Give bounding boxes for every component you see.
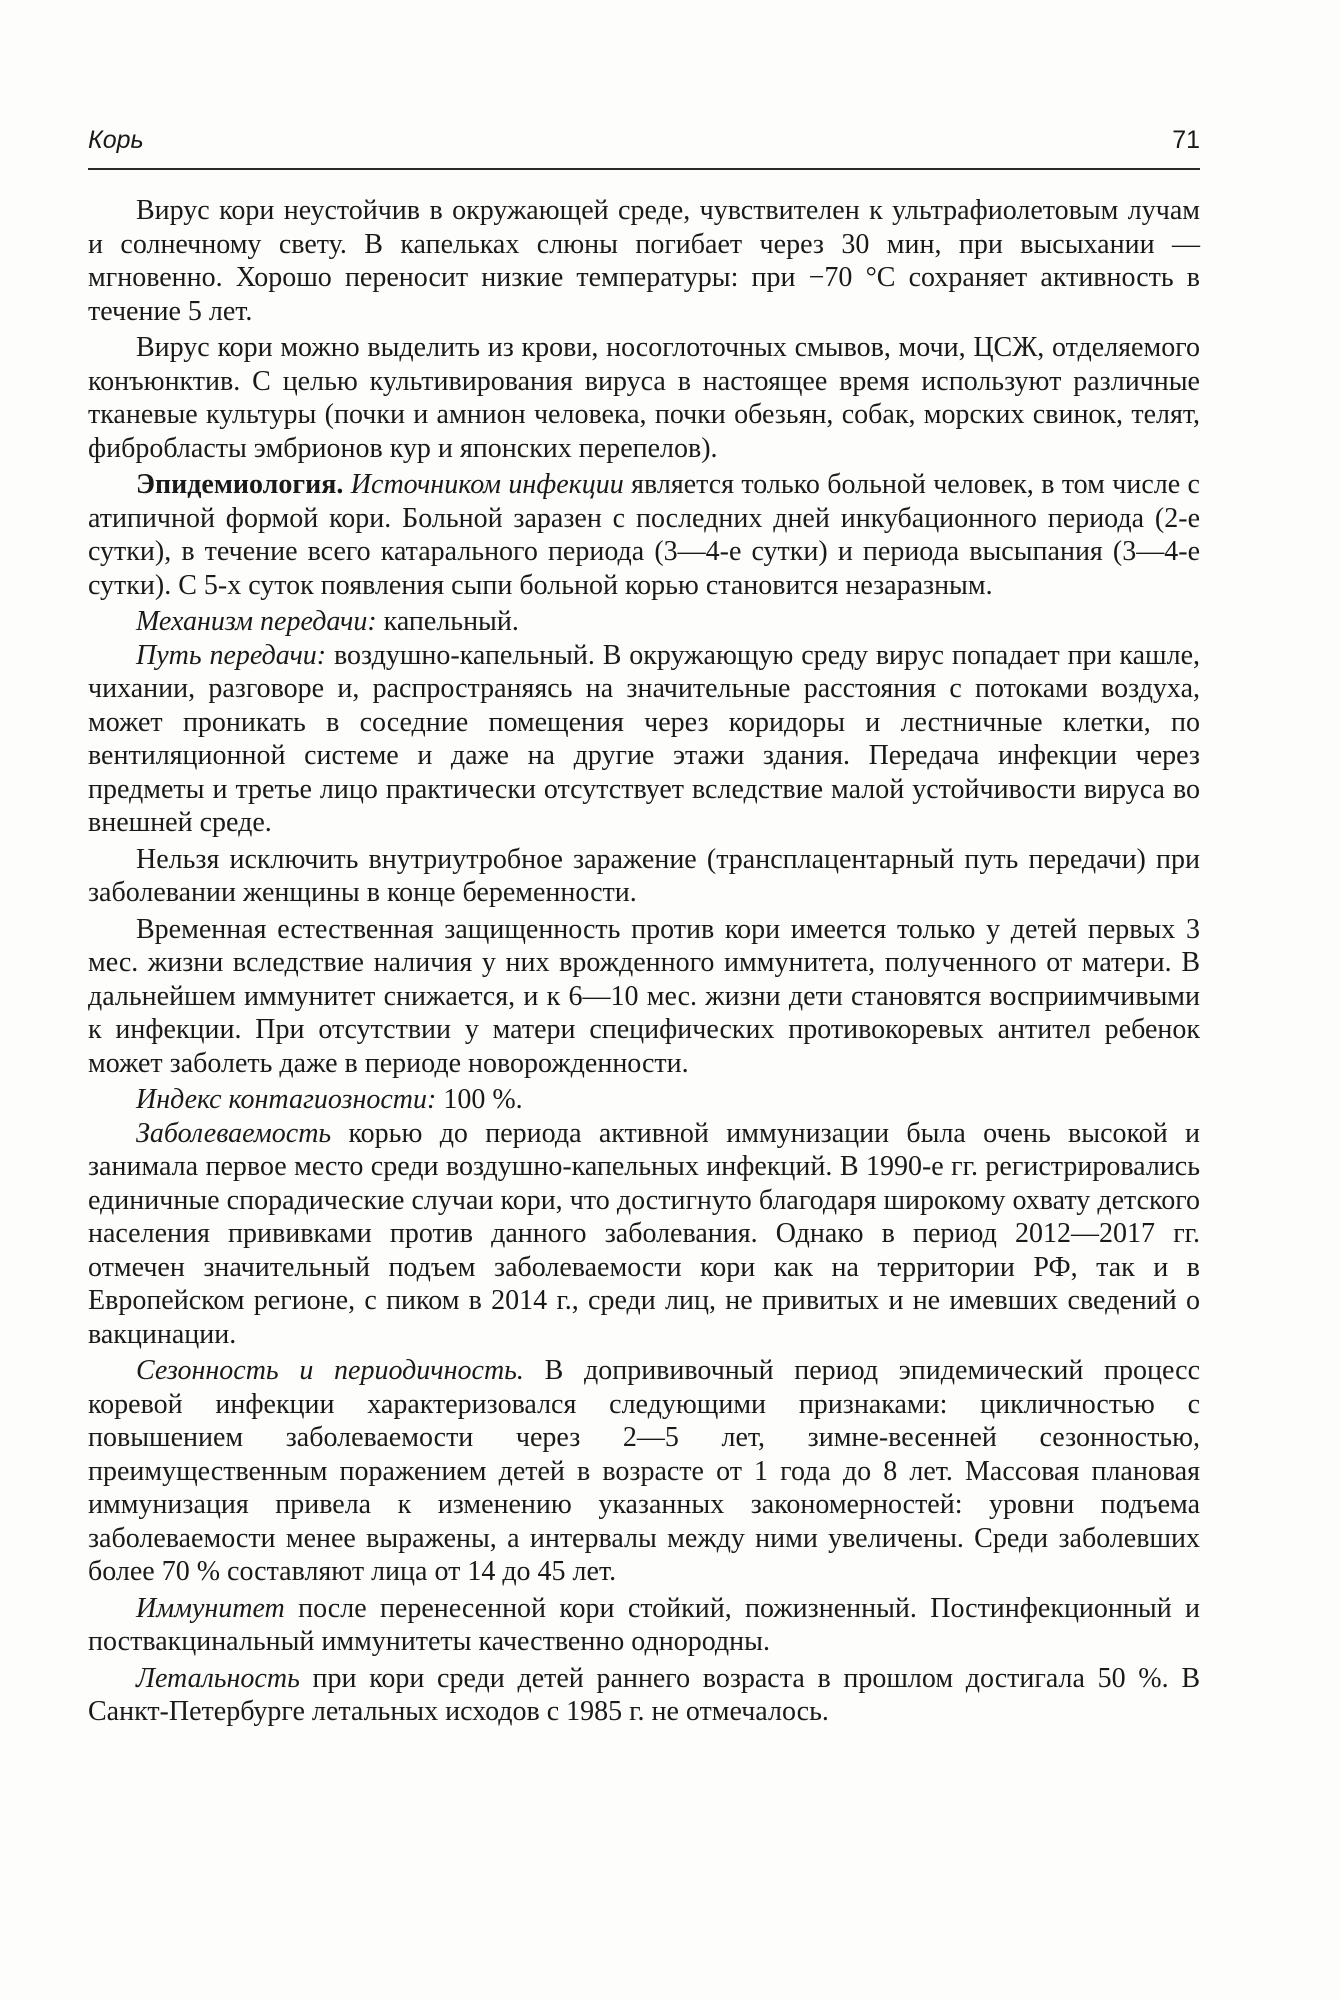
paragraph: Заболеваемость корью до периода активной иммунизации была очень высокой и занимала первое место среди воздушно-капельных инфекций. В 1990-е гг. регистрировались единичные спорадические случаи кори, что достигнуто благодаря широкому охвату детского населения прививками против данного заболевания. Однако в период 2012—2017 гг. отмечен значительный подъем заболеваемости кори как на территории РФ, так и в Европейском регионе, с пиком в 2014 г., среди лиц, не привитых и не имевших сведений о вакцинации.: [88, 1117, 1200, 1350]
paragraph: Вирус кори неустойчив в окружающей среде, чувствителен к ультрафиолетовым лучам и солнечному свету. В капельках слюны погибает через 30 мин, при высыхании — мгновенно. Хорошо переносит низкие температуры: при −70 °С сохраняет активность в течение 5 лет.: [88, 195, 1200, 327]
paragraph: Эпидемиология. Источником инфекции является только больной человек, в том числе с атипичной формой кори. Больной заразен с последних дней инкубационного периода (2-е сутки), в течение всего катарального периода (3—4-е сутки) и периода высыпания (3—4-е сутки). С 5-х суток появления сыпи больной корью становится незаразным.: [88, 469, 1200, 601]
paragraph: Путь передачи: воздушно-капельный. В окружающую среду вирус попадает при кашле, чихании, разговоре и, распространяясь на значительные расстояния с потоками воздуха, может проникать в соседние помещения через коридоры и лестничные клетки, по вентиляционной системе и даже на другие этажи здания. Передача инфекции через предметы и третье лицо практически отсутствует вследствие малой устойчивости вируса во внешней среде.: [88, 639, 1200, 838]
term: Летальность: [136, 1662, 300, 1694]
body-text: [88, 194, 1200, 1732]
term: Механизм передачи:: [136, 606, 377, 637]
page-number: 71: [1172, 126, 1200, 154]
paragraph: Индекс контагиозности: 100 %.: [136, 1084, 523, 1115]
term: Путь передачи:: [136, 639, 327, 671]
term: Иммунитет: [136, 1592, 285, 1624]
section-heading: Эпидемиология.: [136, 469, 344, 500]
paragraph: Сезонность и периодичность. В допрививочный период эпидемический процесс коревой инфекции характеризовался следующими признаками: цикличностью с повышением заболеваемости через 2—5 лет, зимне-весенней сезонностью, преимущественным поражением детей в возрасте от 1 года до 8 лет. Массовая плановая иммунизация привела к изменению указанных закономерностей: уровни подъема заболеваемости менее выражены, а интервалы между ними увеличены. Среди заболевших более 70 % составляют лица от 14 до 45 лет.: [88, 1355, 1200, 1587]
term: Заболеваемость: [136, 1117, 332, 1149]
running-head: [88, 118, 1200, 170]
section-title: Корь: [88, 126, 144, 154]
term: Индекс контагиозности:: [136, 1084, 437, 1115]
paragraph: Летальность при кори среди детей раннего возраста в прошлом достигала 50 %. В Санкт-Петербурге летальных исходов с 1985 г. не отмечалось.: [88, 1662, 1200, 1727]
paragraph: Вирус кори можно выделить из крови, носоглоточных смывов, мочи, ЦСЖ, отделяемого конъюнктив. С целью культивирования вируса в настоящее время используют различные тканевые культуры (почки и амнион человека, почки обезьян, собак, морских свинок, телят, фибробласты эмбрионов кур и японских перепелов).: [88, 332, 1200, 464]
term: Сезонность и периодичность.: [136, 1355, 524, 1386]
paragraph: Механизм передачи: капельный.: [136, 606, 519, 637]
term: Источником инфекции: [350, 469, 624, 500]
paragraph: Нельзя исключить внутриутробное заражение (трансплацентарный путь передачи) при заболевании женщины в конце беременности.: [88, 843, 1200, 908]
paragraph: Иммунитет после перенесенной кори стойкий, пожизненный. Постинфекционный и поствакцинальный иммунитеты качественно однородны.: [88, 1592, 1200, 1657]
paragraph: Временная естественная защищенность против кори имеется только у детей первых 3 мес. жизни вследствие наличия у них врожденного иммунитета, полученного от матери. В дальнейшем иммунитет снижается, и к 6—10 мес. жизни дети становятся восприимчивыми к инфекции. При отсутствии у матери специфических противокоревых антител ребенок может заболеть даже в периоде новорожденности.: [88, 913, 1200, 1079]
